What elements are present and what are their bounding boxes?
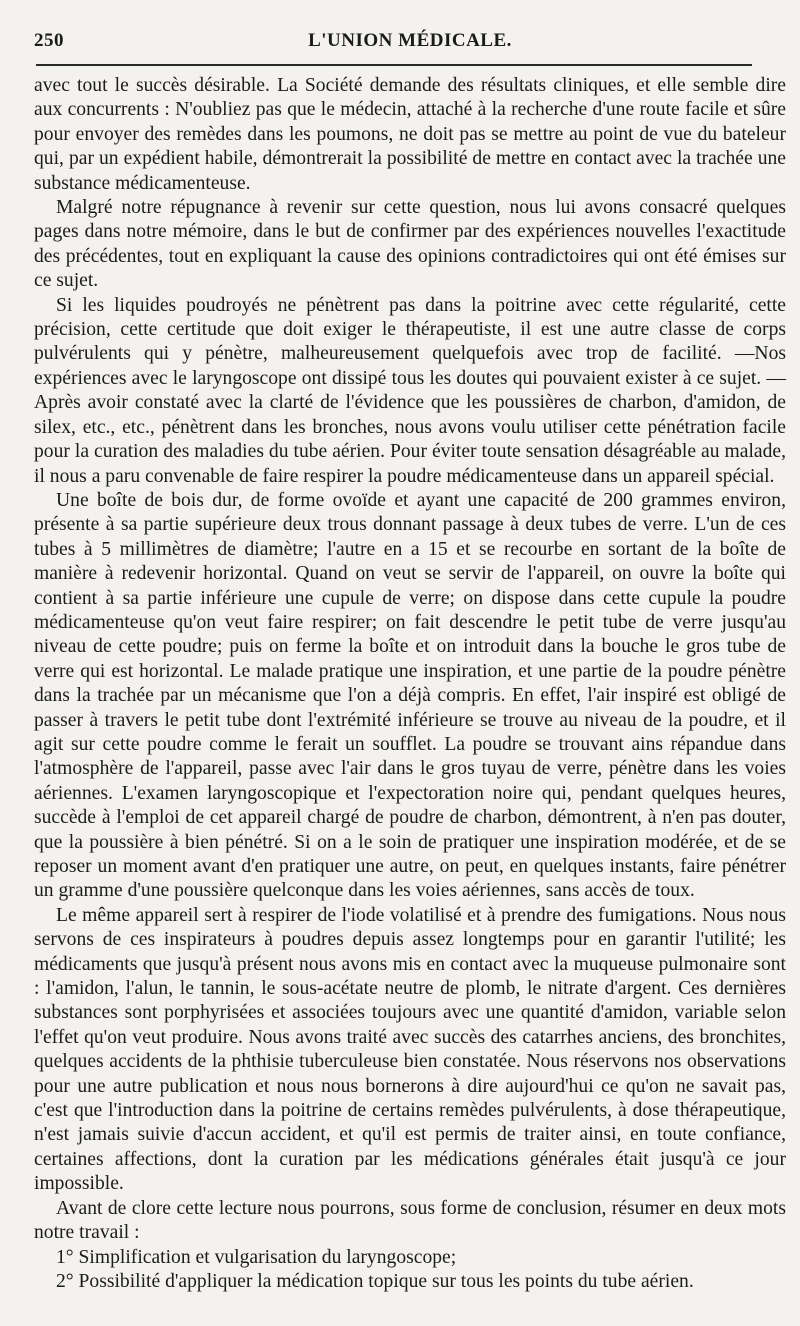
paragraph: Malgré notre répugnance à revenir sur cette question, nous lui avons consacré quelques pages dans notre mémoire, dans le but de confirmer par des expériences nouvelles l'exactitude des précédentes, tout en expliquant la cause des opinions contradictoires qui ont été émises sur ce sujet. — [34, 197, 786, 292]
journal-title: L'UNION MÉDICALE. — [308, 30, 512, 51]
paragraph: Si les liquides poudroyés ne pénètrent pas dans la poitrine avec cette régularité, cette précision, cette certitude que doit exiger le thérapeutiste, il est une autre classe de corps pulvérulents qui y pénètre, malheureusement quelquefois avec trop de facilité. —Nos expériences avec le laryngoscope ont dissipé tous les doutes qui pouvaient exister à ce sujet. —Après avoir constaté avec la clarté de l'évidence que les poussières de charbon, d'amidon, de silex, etc., etc., pénètrent dans les bronches, nous avons voulu utiliser cette pénétration facile pour la curation des maladies du tube aérien. Pour éviter toute sensation désagréable au malade, il nous a paru convenable de faire respirer la poudre médicamenteuse dans un appareil spécial. — [34, 294, 786, 487]
paragraph: Une boîte de bois dur, de forme ovoïde et ayant une capacité de 200 grammes environ, présente à sa partie supérieure deux trous donnant passage à deux tubes de verre. L'un de ces tubes à 5 millimètres de diamètre; l'autre en a 15 et se recourbe en sortant de la boîte de manière à redevenir horizontal. Quand on veut se servir de l'appareil, on ouvre la boîte qui contient à sa partie inférieure une cupule de verre; on dispose dans cette cupule la poudre médicamenteuse qu'on veut faire respirer; on fait descendre le petit tube de verre jusqu'au niveau de cette poudre; puis on ferme la boîte et on introduit dans la bouche le gros tube de verre qui est horizontal. Le malade pratique une inspiration, et une partie de la poudre pénètre dans la trachée par un mécanisme que l'on a déjà compris. En effet, l'air inspiré est obligé de passer à travers le petit tube dont l'extrémité inférieure se trouve au niveau de la poudre, et il agit sur cette poudre comme le ferait un soufflet. La poudre se trouvant ains répandue dans l'atmosphère de l'appareil, passe avec l'air dans le gros tuyau de verre, pénètre dans les voies aériennes. L'examen laryngoscopique et l'expectoration noire qui, pendant quelques heures, succède à l'emploi de cet appareil chargé de poudre de charbon, démontrent, à n'en pas douter, que la poussière à bien pénétré. Si on a le soin de pratiquer une inspiration modérée, et de se reposer un moment avant d'en pratiquer une autre, on peut, en quelques instants, faire pénétrer un gramme d'une poussière quelconque dans les voies aériennes, sans accès de toux. — [34, 489, 786, 902]
running-head — [34, 26, 786, 60]
paragraph: Avant de clore cette lecture nous pourrons, sous forme de conclusion, résumer en deux mots notre travail : — [34, 1197, 786, 1244]
article-body — [34, 74, 786, 1294]
conclusion-item: 2° Possibilité d'appliquer la médication topique sur tous les points du tube aérien. — [56, 1270, 694, 1292]
header-rule — [36, 64, 752, 66]
page-number: 250 — [34, 30, 64, 51]
conclusion-item: 1° Simplification et vulgarisation du laryngoscope; — [56, 1246, 457, 1268]
paragraph: Le même appareil sert à respirer de l'iode volatilisé et à prendre des fumigations. Nous nous servons de ces inspirateurs à poudres depuis assez longtemps pour en garantir l'utilité; les médicaments que jusqu'à présent nous avons mis en contact avec la muqueuse pulmonaire sont : l'amidon, l'alun, le tannin, le sous-acétate neutre de plomb, le nitrate d'argent. Ces dernières substances sont porphyrisées et associées toujours avec une quantité d'amidon, variable selon l'effet qu'on veut produire. Nous avons traité avec succès des catarrhes anciens, des bronchites, quelques accidents de la phthisie tuberculeuse bien constatée. Nous réservons nos observations pour une autre publication et nous nous bornerons à dire aujourd'hui ce qu'on ne savait pas, c'est que l'introduction dans la poitrine de certains remèdes pulvérulents, à dose thérapeutique, n'est jamais suivie d'accun accident, et qu'il est permis de traiter ainsi, en toute confiance, certaines affections, dont la curation par les médications générales était jusqu'à ce jour impossible. — [34, 904, 786, 1195]
paragraph: avec tout le succès désirable. La Société demande des résultats cliniques, et elle semble dire aux concurrents : N'oubliez pas que le médecin, attaché à la recherche d'une route facile et sûre pour envoyer des remèdes dans les poumons, ne doit pas se mettre au point de vue du bateleur qui, par un expédient habile, démontrerait la possibilité de mettre en contact avec la trachée une substance médicamenteuse. — [34, 75, 786, 194]
